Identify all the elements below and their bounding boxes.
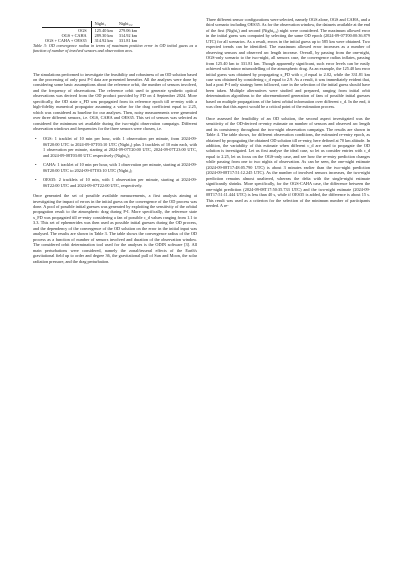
table-cell: 314.92 km [118, 32, 138, 38]
table-cell: 314.92 km [94, 38, 113, 44]
list-item: • CAHA: 1 tracklet of 10 min per hour, with 1 observation per minute, starting at 2024-09-06T20:00 UTC to 2024-09-07T03:10 UTC (Night₁); [43, 162, 197, 173]
body-paragraph: Once generated the set of possible available measurements, a first analysis aiming at investigating the impact of errors in the initial guess on the convergence of the OD process was done. A pool of possible initial guesses was generated by exploiting the sensitivity of the orbital propagation result to the atmospheric drag during P-I. More specifically, the reference state x_FD was propagated till re-entry considering a fan of possible c_d values ranging from 1.1 to 3.3. This set of ephemerides was then used as possible initial guesses during the OD process, and the dependency of the convergence of the OD solution on the error in the initial input was analysed. The results are shown in Table 3. The table shows the convergence radius of the OD process as a function of number of sensors involved and duration of the observation window. The considered orbit determination tool used for the analyses is the ODIN software [3]. All main perturbations were considered, namely the zonal/tesseral effects of the Earth's gravitational field up to order and degree 36, the gravitational pull of Sun and Moon, the solar radiation pressure, and the drag perturbation. [33, 193, 197, 264]
right-column [206, 17, 370, 208]
body-paragraph: Once assessed the feasibility of an OD solution, the second aspect investigated was the sensitivity of the OD-derived re-entry estimate on number of sensors and observed arc length and its consistency throughout the two-night observation campaign. The results are shown in Table 4. The table shows, for different observation conditions, the estimated re-entry epoch, as obtained by propagating the obtained OD solution till re-entry, here defined at 70 km altitude. In addition, the variability of this estimate when different c_d are used to propagate the OD solution is investigated. Let us first analyse the ideal case, so let us consider entries with c_d equal to 2.25, let us focus on the OGS-only case, and see how the re-entry prediction changes while passing from one to two nights of observation. As can be seen, the one-night estimate (2024-09-08T17:48:05.790 UTC) is about 3 minutes earlier than the two-night prediction (2024-09-08T17:51:12.245 UTC). As the number of involved sensors increases, the two-night prediction remains almost unaltered, whereas the delta with the single-night estimate significantly shrinks. More specifically, for the OGS-CAHA case, the difference between the one-night prediction (2024-09-08T17:50:35.733 UTC) and the two-night estimate (2024-09-08T17:51:11.444 UTC) is less than 40 s, while if OES35 is added, the difference is about 15 s. This result was used as a criterion for the selection of the minimum number of participants needed. A re- [206, 115, 370, 208]
body-paragraph: Three different sensor configurations were selected, namely OGS alone, OGS and CAHA, and a third scenario including OES35. As for the observation window, the datasets available at the end of the first (Night₁) and second (Night₁,₂) night were considered. The maximum allowed error in the initial guess was computed by selecting the same OD epoch (2024-09-07T00:00:36.879 UTC) for all scenarios. As a result, errors in the initial guess up to 585 km were obtained. Two expected trends can be identified. The maximum allowed error increases as a number of observing sensors and observed arc length increase. Overall, by passing from the one-night, OGS-only scenario to the two-night, all sensors case, the convergence radius inflates, passing from 125.40 km to 331.81 km. Though apparently significant, such error levels can be easily achieved with minor mismodelling of the atmospheric drag. As an example, the 125.40 km error initial guess was obtained by propagating x_FD with c_d equal to 2.02, while the 331.81 km case was obtained by considering c_d equal to 2.9. As a result, it was immediately evident that, had a post P-I only strategy been followed, care in the selection of the initial guess should have been taken. Multiple alternatives were studied and prepared, ranging from initial orbit determination algorithms to the aforementioned generation of fans of possible initial guesses based on multiple propagations of the latest orbital information over different c_d. In the end, it was clear that this aspect would be a critical point of the estimation process. [206, 17, 370, 110]
results-table [42, 21, 140, 43]
table-cell: 279.06 km [118, 27, 138, 33]
table-cell: 289.30 km [94, 32, 113, 38]
table-header-night12: Night₁,₂ [116, 21, 140, 27]
row-label: OGS + CAHA [42, 33, 91, 38]
body-paragraph: The simulations performed to investigate the feasibility and robustness of an OD solution based on the processing of only post P-I data are presented hereafter. All the analyses were done by considering some basic assumptions about the reference orbit, the number of sensors involved, and the frequency of observations. The reference orbit used to generate synthetic optical observations was derived from the OD product provided by FD on 4 September 2024. More specifically, the OD state x_FD was propagated from its reference epoch till re-entry with a high-fidelity numerical propagator assuming a value for the drag coefficient equal to 2.25, which was considered as baseline for our analyses. Then, noisy measurements were generated over three different sensors, i.e. OGS, CAHA and OES35. This set of sensors was selected as considered the minimum set available during the two-night observation campaign. Different observation windows and frequencies for the three sensors were chosen, i.e. [33, 71, 197, 132]
row-label: OGS + CAHA + OES35 [42, 38, 91, 43]
table-caption: Table 3: OD convergence radius in terms of maximum position error in OD initial guess as a function of number of involved sensors and observation arcs. [33, 43, 197, 54]
row-label: OGS [42, 27, 91, 33]
observation-list [33, 136, 197, 188]
list-item: • OES35: 2 tracklets of 10 min, with 1 observation per minute, starting at 2024-09-06T22:00 UTC and 2024-09-07T22:00 UTC, respectively. [43, 177, 197, 188]
list-item: • OGS: 1 tracklet of 10 min per hour, with 1 observation per minute, from 2024-09-06T20:00 UTC to 2024-09-07T03:10 UTC (Night₁) plus 3 tracklets of 10 min each, with 1 observation per minute, starting at 2024-09-07T20:00 UTC, 2024-09-07T23:00 UTC, and 2024-09-08T03:00 UTC respectively (Night₂); [43, 136, 197, 158]
table-header-night1: Night₁ [91, 21, 116, 27]
table-cell: 331.81 km [118, 38, 138, 44]
left-column [33, 17, 197, 264]
table-cell: 125.40 km [94, 27, 113, 33]
